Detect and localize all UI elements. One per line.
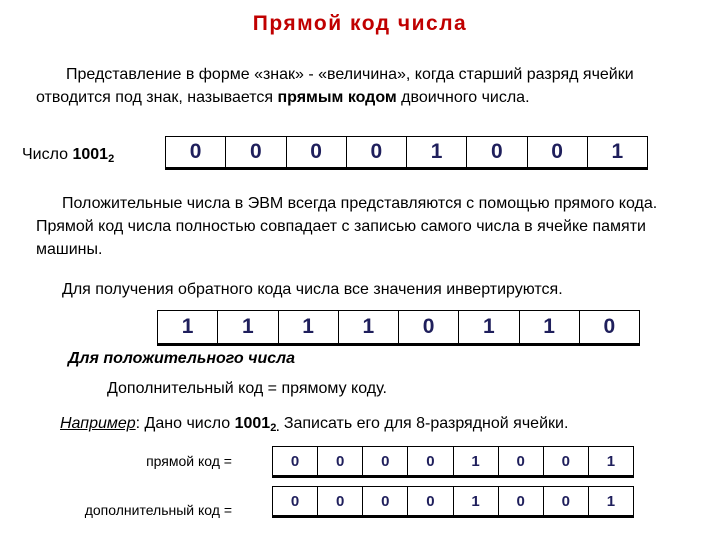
bit-cell: 1 (279, 311, 339, 343)
bit-cell: 0 (318, 487, 363, 515)
number-label-base: 2 (108, 153, 115, 165)
bit-cell: 1 (520, 311, 580, 343)
bit-cell: 0 (408, 447, 453, 475)
bit-cell: 0 (273, 447, 318, 475)
bit-cell: 0 (499, 487, 544, 515)
direct-row-label: прямой код = (146, 453, 232, 469)
bit-cell: 1 (407, 137, 467, 167)
bit-cell: 1 (454, 487, 499, 515)
complement-row-label: дополнительный код = (84, 502, 232, 518)
intro-bold-term: прямым кодом (277, 89, 397, 106)
example-complement-cells (272, 486, 634, 518)
bit-cell: 0 (166, 137, 226, 167)
example-colon: : (135, 415, 141, 432)
inverse-code-cells (157, 310, 640, 346)
example-text-end: Записать его для 8-разрядной ячейки. (279, 415, 569, 432)
direct-code-cells (165, 136, 648, 170)
bit-cell: 1 (454, 447, 499, 475)
bit-cell: 0 (408, 487, 453, 515)
inverse-paragraph: Для получения обратного кода числа все значения инвертируются. (62, 281, 563, 298)
bit-cell: 1 (606, 492, 616, 510)
number-label-value: 1001 (72, 146, 109, 163)
intro-paragraph (36, 63, 676, 109)
bit-cell: 0 (544, 447, 589, 475)
example-direct-cells (272, 446, 634, 478)
positive-paragraph: Положительные числа в ЭВМ всегда представляются с помощью прямого кода. Прямой код числа полностью совпадает с записью самого числа в ячейке памяти машины. (36, 195, 658, 258)
bit-cell: 0 (603, 315, 616, 338)
bit-cell: 0 (467, 137, 527, 167)
bit-cell: 0 (528, 137, 588, 167)
example-label: Например (60, 415, 136, 432)
intro-text: Представление в форме «знак» - «величина», когда старший разряд ячейки отводится под знак, называется (36, 66, 634, 106)
bit-cell: 1 (459, 311, 519, 343)
bit-cell: 0 (399, 311, 459, 343)
page-title: Прямой код числа (252, 12, 468, 35)
example-value: 1001 (234, 415, 271, 432)
example-text: Дано число (140, 415, 235, 432)
number-label (22, 146, 114, 165)
number-label-prefix: Число (22, 146, 73, 163)
complement-rule: Дополнительный код = прямому коду. (107, 380, 387, 397)
bit-cell: 0 (363, 447, 408, 475)
example-base: 2. (270, 422, 280, 434)
bit-cell: 0 (226, 137, 286, 167)
positive-heading: Для положительного числа (68, 350, 295, 367)
bit-cell: 0 (273, 487, 318, 515)
bit-cell: 1 (158, 311, 218, 343)
example-line (60, 412, 710, 440)
bit-cell: 0 (363, 487, 408, 515)
bit-cell: 1 (611, 140, 624, 163)
bit-cell: 1 (606, 452, 616, 470)
bit-cell: 1 (218, 311, 278, 343)
bit-cell: 0 (499, 447, 544, 475)
bit-cell: 0 (347, 137, 407, 167)
intro-text-end: двоичного числа. (396, 89, 530, 106)
bit-cell: 0 (318, 447, 363, 475)
bit-cell: 0 (544, 487, 589, 515)
bit-cell: 1 (339, 311, 399, 343)
bit-cell: 0 (287, 137, 347, 167)
